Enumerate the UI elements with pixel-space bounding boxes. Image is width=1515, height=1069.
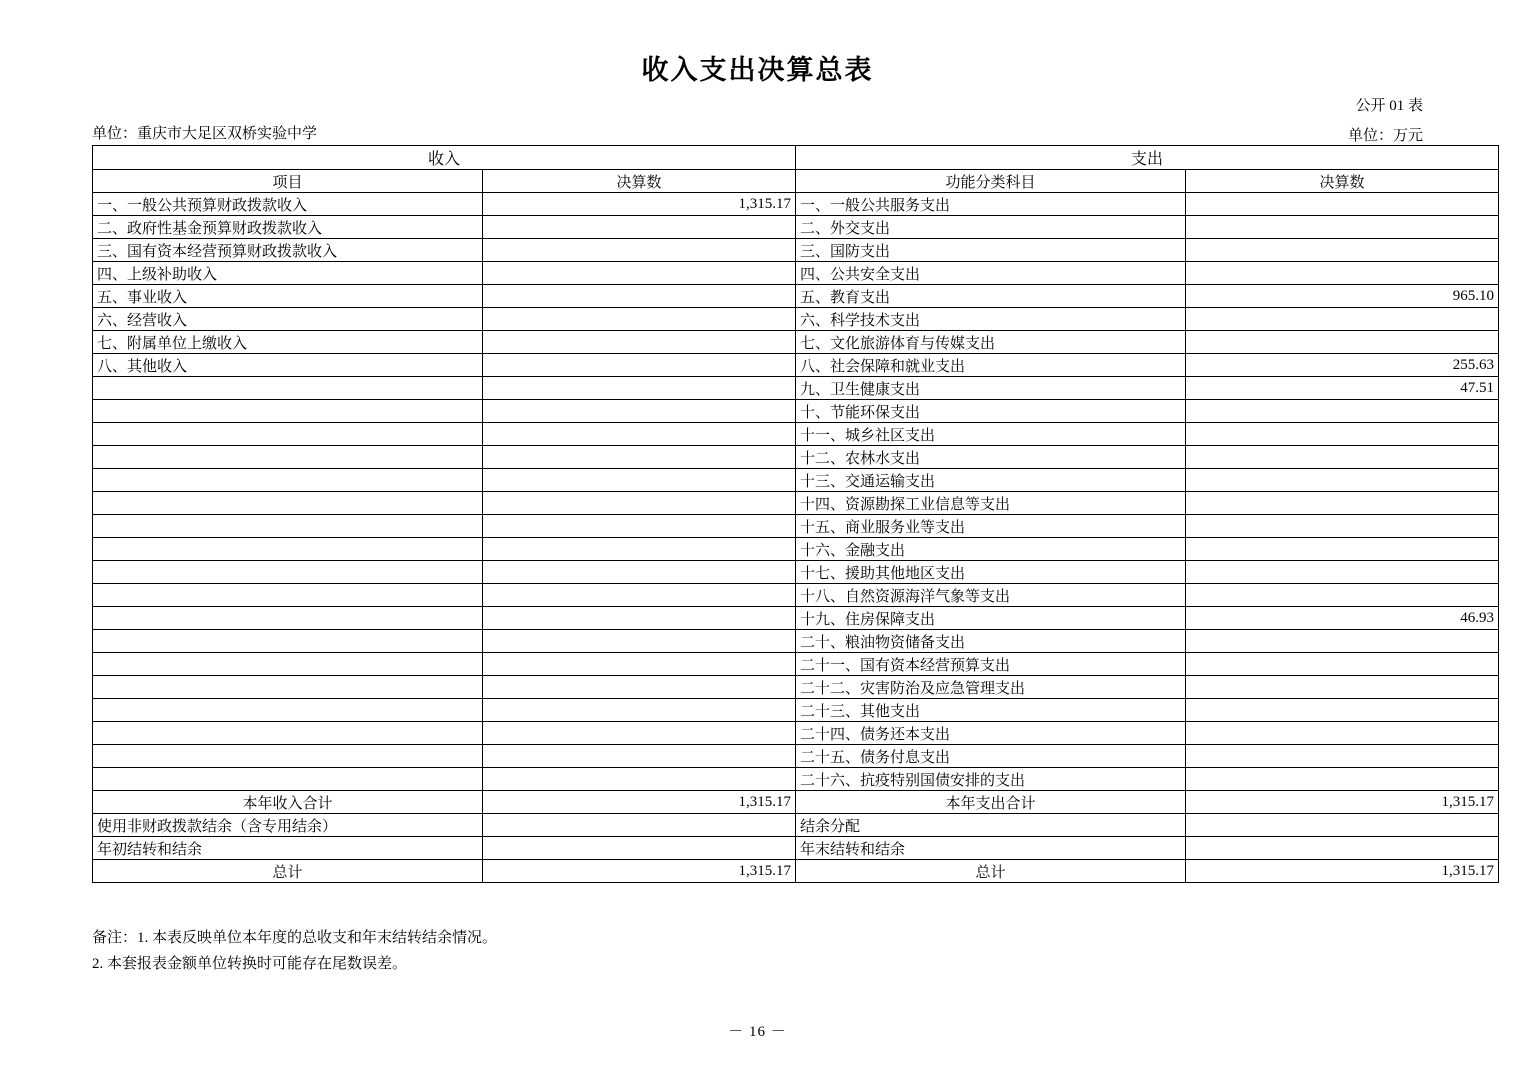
table-group-header-row [93, 146, 1499, 170]
expenditure-amount-cell [1186, 400, 1499, 423]
expenditure-item-cell: 四、公共安全支出 [796, 262, 1186, 285]
expenditure-amount-cell [1186, 630, 1499, 653]
income-amount-cell [483, 423, 796, 446]
summary-expenditure-amount-cell: 1,315.17 [1186, 860, 1499, 883]
column-header-income-item: 项目 [93, 170, 483, 193]
expenditure-item-cell: 十五、商业服务业等支出 [796, 515, 1186, 538]
expenditure-amount-cell [1186, 216, 1499, 239]
table-row [93, 262, 1499, 285]
expenditure-amount-cell [1186, 676, 1499, 699]
table-row [93, 768, 1499, 791]
page-number: － 16 － [728, 1024, 787, 1040]
expenditure-item-cell: 九、卫生健康支出 [796, 377, 1186, 400]
summary-income-item-cell: 总计 [93, 860, 483, 883]
income-item-cell: 三、国有资本经营预算财政拨款收入 [93, 239, 483, 262]
summary-expenditure-item-cell: 年末结转和结余 [796, 837, 1186, 860]
summary-expenditure-item-cell: 本年支出合计 [796, 791, 1186, 814]
income-amount-cell [483, 515, 796, 538]
income-item-cell [93, 676, 483, 699]
table-summary-row [93, 860, 1499, 883]
expenditure-item-cell: 十三、交通运输支出 [796, 469, 1186, 492]
summary-income-amount-cell: 1,315.17 [483, 791, 796, 814]
table-row [93, 308, 1499, 331]
expenditure-item-cell: 十一、城乡社区支出 [796, 423, 1186, 446]
income-amount-cell: 1,315.17 [483, 193, 796, 216]
expenditure-item-cell: 二十二、灾害防治及应急管理支出 [796, 676, 1186, 699]
income-item-cell: 五、事业收入 [93, 285, 483, 308]
income-amount-cell [483, 607, 796, 630]
group-header-income: 收入 [93, 146, 796, 170]
expenditure-amount-cell [1186, 515, 1499, 538]
summary-income-item-cell: 使用非财政拨款结余（含专用结余） [93, 814, 483, 837]
note-line-1: 备注：1. 本表反映单位本年度的总收支和年末结转结余情况。 [92, 930, 498, 946]
summary-expenditure-amount-cell [1186, 837, 1499, 860]
table-row [93, 216, 1499, 239]
income-item-cell [93, 469, 483, 492]
summary-income-item-cell: 年初结转和结余 [93, 837, 483, 860]
expenditure-amount-cell [1186, 584, 1499, 607]
table-row [93, 676, 1499, 699]
expenditure-item-cell: 十六、金融支出 [796, 538, 1186, 561]
income-amount-cell [483, 400, 796, 423]
expenditure-amount-cell [1186, 699, 1499, 722]
table-row [93, 745, 1499, 768]
income-amount-cell [483, 469, 796, 492]
expenditure-amount-cell [1186, 308, 1499, 331]
income-item-cell: 四、上级补助收入 [93, 262, 483, 285]
amount-unit-label: 单位：万元 [1347, 128, 1423, 144]
column-header-expenditure-amount: 决算数 [1186, 170, 1499, 193]
income-amount-cell [483, 354, 796, 377]
table-summary-row [93, 814, 1499, 837]
table-row [93, 354, 1499, 377]
income-item-cell [93, 446, 483, 469]
expenditure-item-cell: 五、教育支出 [796, 285, 1186, 308]
income-amount-cell [483, 285, 796, 308]
income-item-cell: 七、附属单位上缴收入 [93, 331, 483, 354]
expenditure-item-cell: 十四、资源勘探工业信息等支出 [796, 492, 1186, 515]
income-item-cell: 二、政府性基金预算财政拨款收入 [93, 216, 483, 239]
income-item-cell [93, 607, 483, 630]
table-row [93, 400, 1499, 423]
expenditure-amount-cell: 965.10 [1186, 285, 1499, 308]
income-item-cell [93, 400, 483, 423]
summary-income-amount-cell [483, 814, 796, 837]
income-item-cell [93, 630, 483, 653]
income-amount-cell [483, 676, 796, 699]
expenditure-amount-cell [1186, 262, 1499, 285]
table-row [93, 492, 1499, 515]
table-row [93, 331, 1499, 354]
table-summary-row [93, 837, 1499, 860]
income-amount-cell [483, 699, 796, 722]
expenditure-amount-cell: 255.63 [1186, 354, 1499, 377]
expenditure-item-cell: 二十三、其他支出 [796, 699, 1186, 722]
table-row [93, 423, 1499, 446]
income-amount-cell [483, 745, 796, 768]
income-item-cell [93, 722, 483, 745]
income-item-cell [93, 538, 483, 561]
expenditure-amount-cell [1186, 469, 1499, 492]
table-row [93, 584, 1499, 607]
table-row [93, 561, 1499, 584]
income-item-cell [93, 561, 483, 584]
table-row [93, 607, 1499, 630]
expenditure-item-cell: 一、一般公共服务支出 [796, 193, 1186, 216]
income-item-cell [93, 699, 483, 722]
table-row [93, 469, 1499, 492]
expenditure-item-cell: 三、国防支出 [796, 239, 1186, 262]
expenditure-item-cell: 七、文化旅游体育与传媒支出 [796, 331, 1186, 354]
summary-expenditure-item-cell: 结余分配 [796, 814, 1186, 837]
table-row [93, 446, 1499, 469]
expenditure-amount-cell [1186, 193, 1499, 216]
expenditure-amount-cell [1186, 561, 1499, 584]
income-item-cell [93, 653, 483, 676]
income-amount-cell [483, 331, 796, 354]
expenditure-amount-cell [1186, 538, 1499, 561]
income-item-cell: 一、一般公共预算财政拨款收入 [93, 193, 483, 216]
expenditure-amount-cell [1186, 768, 1499, 791]
income-amount-cell [483, 630, 796, 653]
summary-expenditure-item-cell: 总计 [796, 860, 1186, 883]
expenditure-item-cell: 二十一、国有资本经营预算支出 [796, 653, 1186, 676]
expenditure-item-cell: 六、科学技术支出 [796, 308, 1186, 331]
income-item-cell [93, 768, 483, 791]
summary-income-amount-cell [483, 837, 796, 860]
expenditure-item-cell: 二十六、抗疫特别国债安排的支出 [796, 768, 1186, 791]
expenditure-amount-cell [1186, 239, 1499, 262]
income-item-cell [93, 377, 483, 400]
income-item-cell: 八、其他收入 [93, 354, 483, 377]
income-amount-cell [483, 653, 796, 676]
group-header-expenditure: 支出 [796, 146, 1499, 170]
income-amount-cell [483, 377, 796, 400]
income-amount-cell [483, 538, 796, 561]
income-amount-cell [483, 768, 796, 791]
income-amount-cell [483, 446, 796, 469]
summary-expenditure-amount-cell: 1,315.17 [1186, 791, 1499, 814]
expenditure-amount-cell: 46.93 [1186, 607, 1499, 630]
income-amount-cell [483, 216, 796, 239]
expenditure-amount-cell [1186, 446, 1499, 469]
expenditure-item-cell: 十七、援助其他地区支出 [796, 561, 1186, 584]
table-row [93, 699, 1499, 722]
expenditure-amount-cell [1186, 423, 1499, 446]
income-item-cell [93, 423, 483, 446]
expenditure-amount-cell [1186, 331, 1499, 354]
income-amount-cell [483, 584, 796, 607]
summary-income-item-cell: 本年收入合计 [93, 791, 483, 814]
column-header-expenditure-item: 功能分类科目 [796, 170, 1186, 193]
budget-summary-table [92, 145, 1499, 883]
income-item-cell [93, 492, 483, 515]
table-row [93, 239, 1499, 262]
notes-block [92, 925, 497, 977]
note-line-2: 2. 本套报表金额单位转换时可能存在尾数误差。 [92, 956, 408, 972]
table-row [93, 515, 1499, 538]
table-row [93, 538, 1499, 561]
expenditure-amount-cell [1186, 653, 1499, 676]
expenditure-item-cell: 二十五、债务付息支出 [796, 745, 1186, 768]
table-row [93, 653, 1499, 676]
expenditure-item-cell: 二十四、债务还本支出 [796, 722, 1186, 745]
expenditure-item-cell: 二十、粮油物资储备支出 [796, 630, 1186, 653]
expenditure-amount-cell [1186, 492, 1499, 515]
income-amount-cell [483, 308, 796, 331]
expenditure-amount-cell [1186, 745, 1499, 768]
summary-income-amount-cell: 1,315.17 [483, 860, 796, 883]
table-summary-row [93, 791, 1499, 814]
expenditure-amount-cell [1186, 722, 1499, 745]
expenditure-item-cell: 十、节能环保支出 [796, 400, 1186, 423]
column-header-income-amount: 决算数 [483, 170, 796, 193]
income-amount-cell [483, 561, 796, 584]
table-row [93, 377, 1499, 400]
table-row [93, 722, 1499, 745]
expenditure-item-cell: 八、社会保障和就业支出 [796, 354, 1186, 377]
expenditure-amount-cell: 47.51 [1186, 377, 1499, 400]
table-row [93, 285, 1499, 308]
organization-name-label: 单位：重庆市大足区双桥实验中学 [92, 126, 318, 142]
expenditure-item-cell: 二、外交支出 [796, 216, 1186, 239]
expenditure-item-cell: 十九、住房保障支出 [796, 607, 1186, 630]
table-row [93, 193, 1499, 216]
page-title: 收入支出决算总表 [641, 55, 874, 85]
income-amount-cell [483, 262, 796, 285]
expenditure-item-cell: 十二、农林水支出 [796, 446, 1186, 469]
expenditure-item-cell: 十八、自然资源海洋气象等支出 [796, 584, 1186, 607]
table-column-header-row [93, 170, 1499, 193]
income-amount-cell [483, 492, 796, 515]
income-item-cell [93, 745, 483, 768]
income-item-cell [93, 584, 483, 607]
sheet-number-label: 公开 01 表 [1355, 98, 1423, 114]
table-row [93, 630, 1499, 653]
income-item-cell [93, 515, 483, 538]
income-amount-cell [483, 722, 796, 745]
income-item-cell: 六、经营收入 [93, 308, 483, 331]
income-amount-cell [483, 239, 796, 262]
summary-expenditure-amount-cell [1186, 814, 1499, 837]
